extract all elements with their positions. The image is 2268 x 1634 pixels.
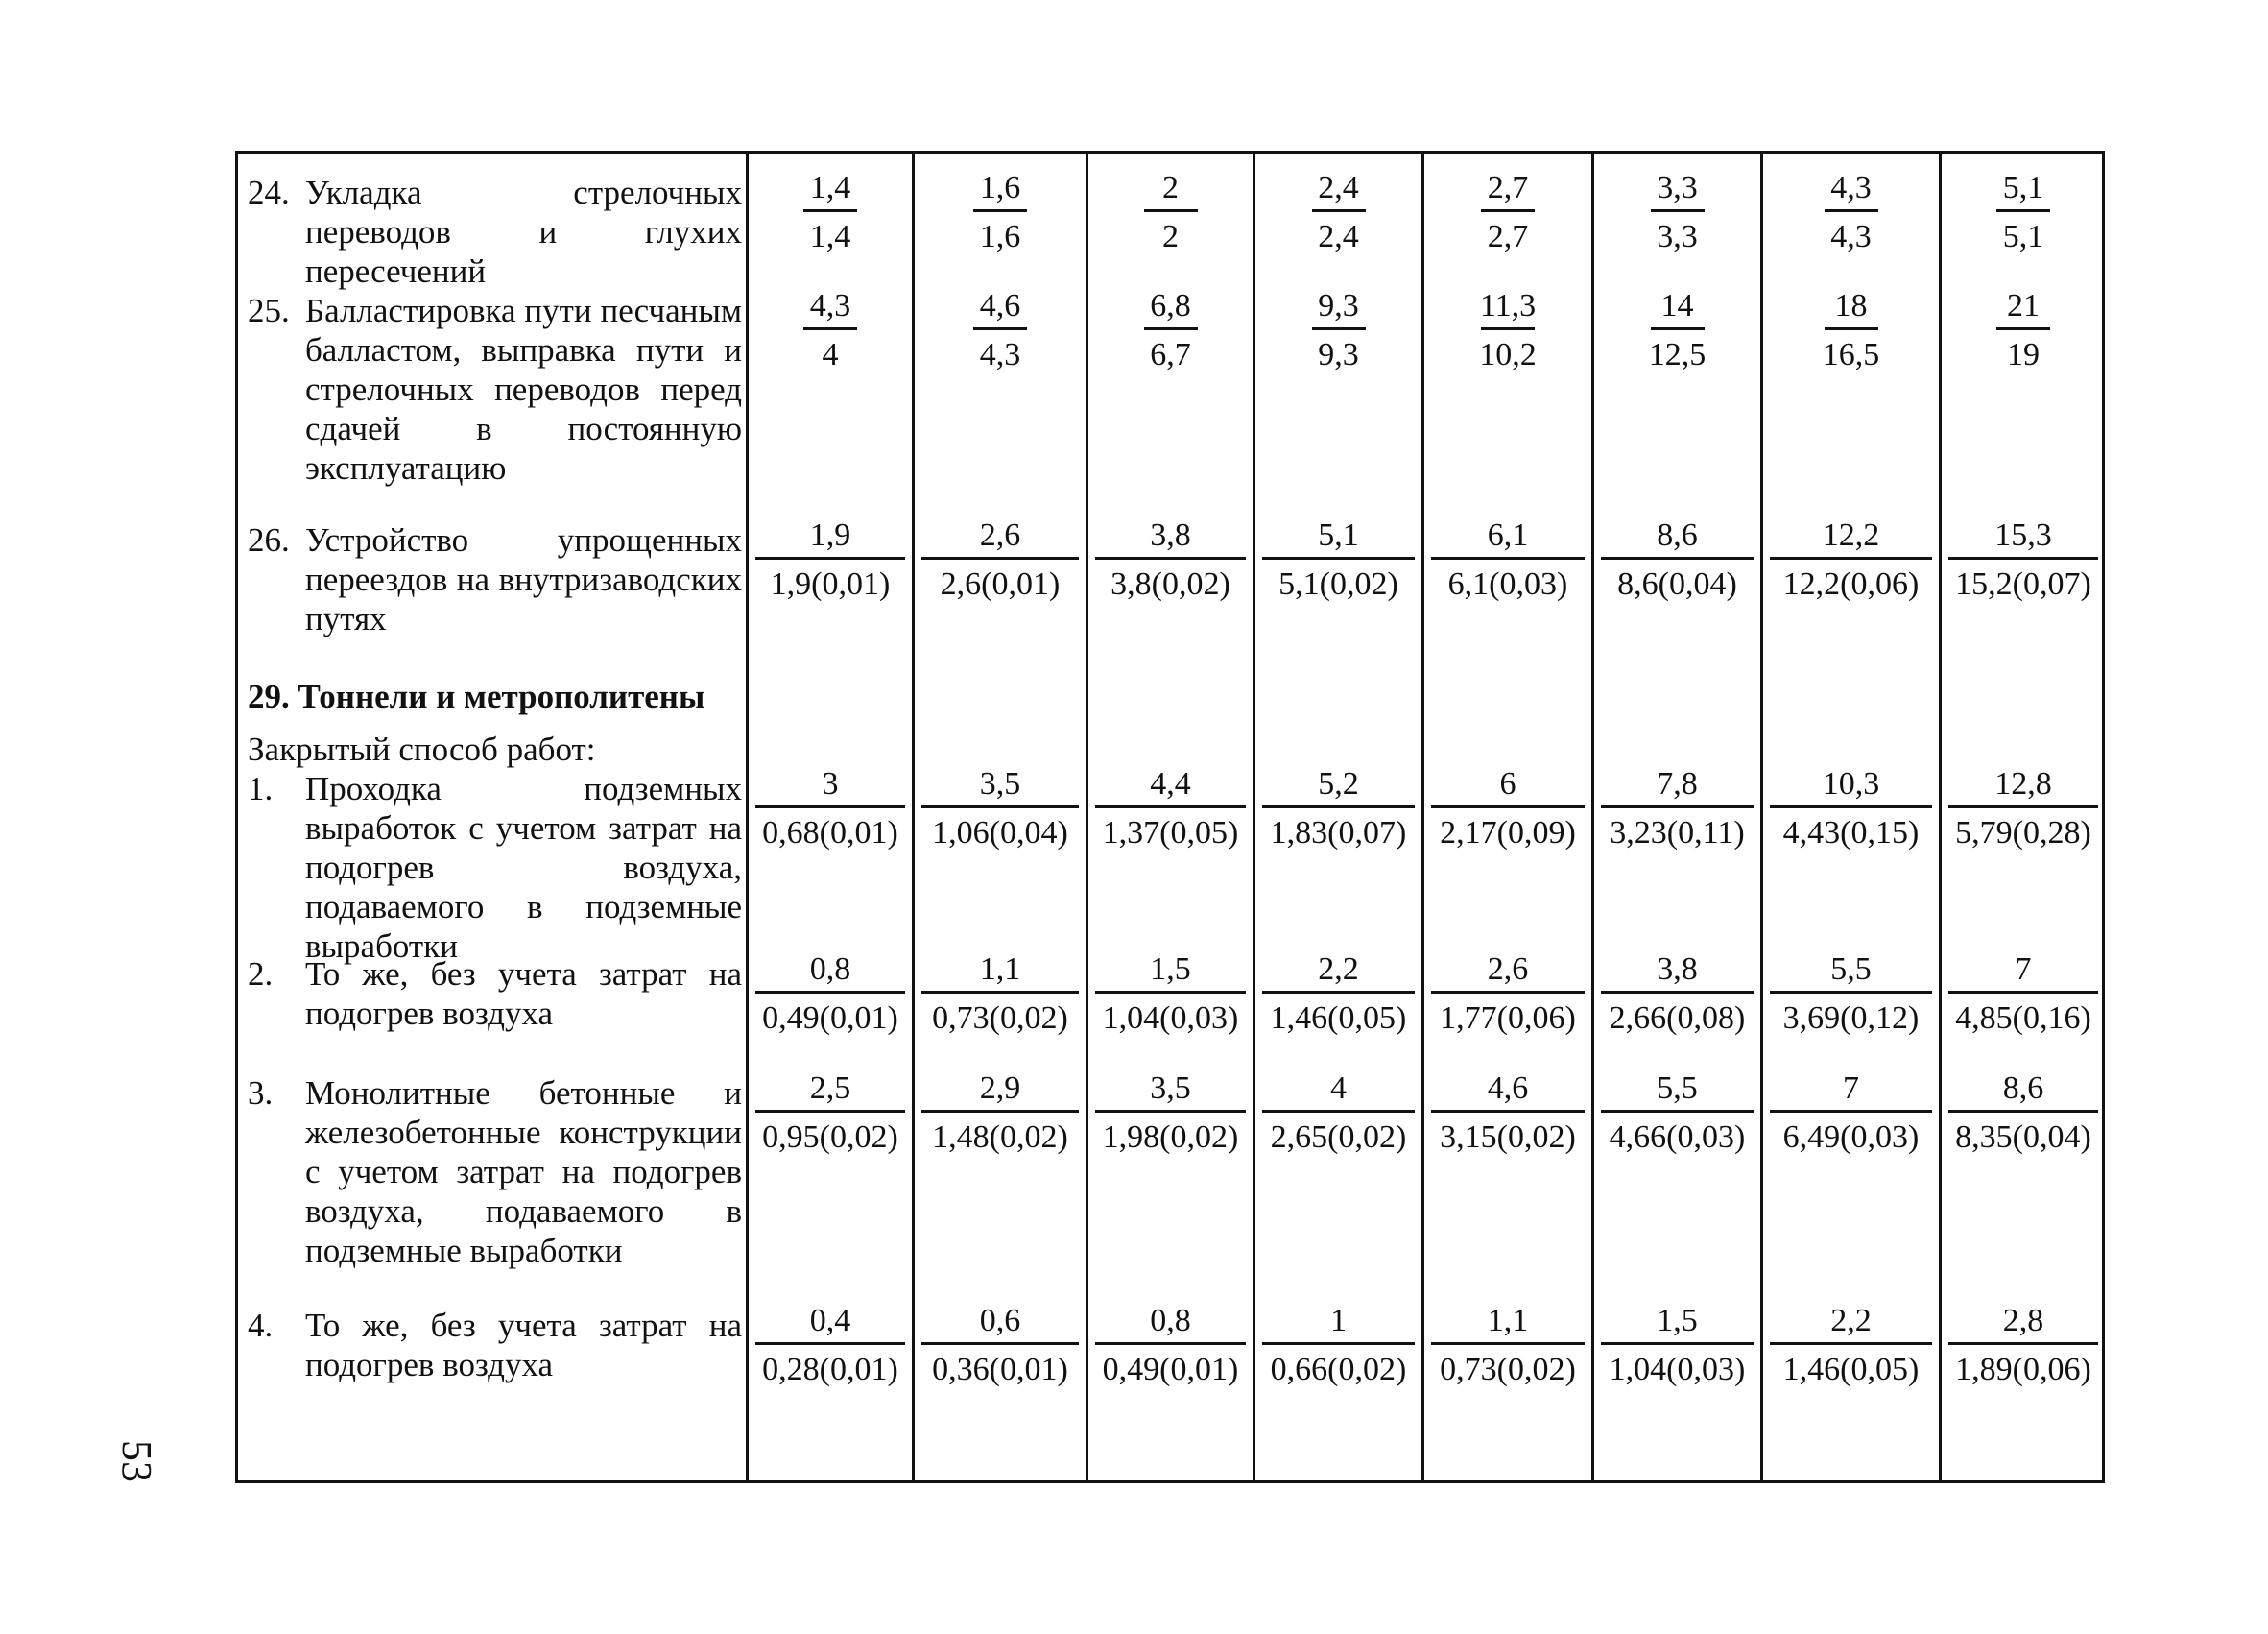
denominator-value: 10,2 [1479,337,1537,372]
numerator-value: 2,6 [1487,951,1529,987]
row-description [248,1306,742,1384]
row-text: Балластировка пути песчаным балластом, выправка пути и стрелочных переводов перед сдачей в постоянную эксплуатацию [305,292,742,487]
fraction-bar [755,1110,905,1113]
value-cell [1088,950,1253,1038]
fraction-bar [1770,991,1932,994]
numerator-value: 2,2 [1830,1303,1872,1338]
numerator-value: 4 [1330,1070,1347,1106]
fraction-bar [1431,557,1585,560]
value-cell [1942,1069,2105,1157]
denominator-value: 16,5 [1822,337,1880,372]
denominator-value: 0,49(0,01) [762,1000,898,1036]
numerator-value: 2,9 [979,1070,1021,1106]
value-cell [1424,765,1591,853]
denominator-value: 0,66(0,02) [1270,1352,1407,1387]
fraction-bar [921,805,1079,808]
denominator-value: 1,83(0,07) [1270,815,1407,851]
fraction-bar [921,1342,1079,1345]
value-cell [1763,287,1939,374]
value-cell [749,1069,912,1157]
section-heading: 29. Тоннели и метрополитены [248,678,705,715]
denominator-value: 0,36(0,01) [932,1352,1068,1387]
value-cell [1763,1069,1939,1157]
page-number: 53 [113,1440,160,1482]
numerator-value: 9,3 [1318,288,1359,324]
value-cell [1255,287,1421,374]
value-cell [1088,1069,1253,1157]
value-cell [1942,950,2105,1038]
numerator-value: 4,3 [809,288,851,324]
fraction-bar [1770,805,1932,808]
numerator-value: 1,1 [979,951,1021,987]
numerator-value: 12,2 [1822,517,1880,553]
value-cell [1255,1302,1421,1389]
denominator-value: 2,4 [1318,219,1359,254]
row-number: 25. [248,292,290,329]
numerator-value: 2,6 [979,517,1021,553]
numerator-value: 8,6 [2002,1070,2044,1106]
denominator-value: 8,6(0,04) [1617,566,1737,602]
numerator-value: 6,8 [1150,288,1191,324]
fraction-bar [1095,805,1246,808]
fraction-bar [1601,805,1754,808]
denominator-value: 6,49(0,03) [1782,1119,1920,1155]
value-cell [1763,1302,1939,1389]
denominator-value: 1,04(0,03) [1102,1000,1239,1036]
fraction-bar [1431,805,1585,808]
denominator-value: 3,15(0,02) [1440,1119,1576,1155]
fraction-bar [921,557,1079,560]
rates-table [235,151,2105,1483]
denominator-value: 2 [1162,219,1179,254]
numerator-value: 10,3 [1822,766,1880,802]
denominator-value: 0,28(0,01) [762,1352,898,1387]
row-number: 26. [248,521,290,559]
denominator-value: 1,37(0,05) [1102,815,1239,851]
value-cell [1088,1302,1253,1389]
denominator-value: 0,95(0,02) [762,1119,898,1155]
value-cell [915,1302,1086,1389]
value-cell [1424,950,1591,1038]
denominator-value: 12,5 [1648,337,1707,372]
numerator-value: 2,4 [1318,170,1359,205]
value-cell [749,1302,912,1389]
value-cell [1255,950,1421,1038]
fraction-bar [1601,557,1754,560]
fraction-bar [1262,991,1415,994]
numerator-value: 2 [1162,170,1179,205]
fraction-bar [1312,209,1366,212]
numerator-value: 2,8 [2002,1303,2044,1338]
value-cell [1088,169,1253,256]
value-cell [1763,765,1939,853]
row-text: Устройство упрощенных переездов на внутризаводских путях [305,521,742,637]
numerator-value: 0,8 [1150,1303,1191,1338]
value-cell [1942,287,2105,374]
fraction-bar [1481,209,1535,212]
fraction-bar [755,557,905,560]
denominator-value: 1,48(0,02) [932,1119,1068,1155]
fraction-bar [1262,1110,1415,1113]
fraction-bar [1481,327,1535,330]
row-description [248,1073,742,1270]
fraction-bar [921,1110,1079,1113]
fraction-bar [1948,557,2098,560]
fraction-bar [1948,1342,2098,1345]
value-cell [915,765,1086,853]
numerator-value: 5,1 [2002,170,2044,205]
denominator-value: 15,2(0,07) [1955,566,2091,602]
numerator-value: 15,3 [1994,517,2052,553]
fraction-bar [1431,991,1585,994]
fraction-bar [973,209,1027,212]
denominator-value: 1,46(0,05) [1270,1000,1407,1036]
numerator-value: 2,7 [1487,170,1529,205]
value-cell [1088,287,1253,374]
row-number: 1. [248,770,274,807]
denominator-value: 4 [822,337,839,372]
numerator-value: 12,8 [1994,766,2052,802]
fraction-bar [755,805,905,808]
value-cell [915,1069,1086,1157]
row-description [248,954,742,1033]
numerator-value: 5,1 [1318,517,1359,553]
value-cell [1942,1302,2105,1389]
row-text: Монолитные бетонные и железобетонные конструкции с учетом затрат на подогрев воздуха, подаваемого в подземные выработки [305,1074,742,1269]
denominator-value: 0,73(0,02) [1440,1352,1576,1387]
fraction-bar [803,209,857,212]
denominator-value: 1,9(0,01) [770,566,891,602]
value-cell [1763,950,1939,1038]
value-cell [1594,169,1760,256]
fraction-bar [1262,1342,1415,1345]
numerator-value: 7,8 [1657,766,1698,802]
value-cell [1424,1069,1591,1157]
value-cell [1942,169,2105,256]
row-number: 4. [248,1307,274,1344]
numerator-value: 1,9 [809,517,851,553]
value-cell [1763,517,1939,604]
fraction-bar [1262,557,1415,560]
denominator-value: 1,4 [809,219,851,254]
fraction-bar [803,327,857,330]
section-subheading: Закрытый способ работ: [248,731,596,768]
fraction-bar [1144,327,1198,330]
fraction-bar [1095,557,1246,560]
denominator-value: 4,3 [979,337,1021,372]
numerator-value: 11,3 [1479,288,1537,324]
value-cell [1255,765,1421,853]
value-cell [915,950,1086,1038]
fraction-bar [1996,327,2050,330]
value-cell [749,765,912,853]
numerator-value: 1,1 [1487,1303,1529,1338]
fraction-bar [1770,1342,1932,1345]
denominator-value: 3,8(0,02) [1110,566,1230,602]
denominator-value: 6,1(0,03) [1447,566,1568,602]
denominator-value: 0,68(0,01) [762,815,898,851]
fraction-bar [1095,1342,1246,1345]
denominator-value: 1,06(0,04) [932,815,1068,851]
row-text: Укладка стрелочных переводов и глухих пересечений [305,174,742,290]
row-number: 3. [248,1074,274,1112]
denominator-value: 19 [2007,337,2040,372]
numerator-value: 1,4 [809,170,851,205]
value-cell [1424,1302,1591,1389]
value-cell [915,517,1086,604]
value-cell [749,287,912,374]
fraction-bar [1770,557,1932,560]
numerator-value: 0,8 [809,951,851,987]
fraction-bar [1431,1110,1585,1113]
fraction-bar [755,1342,905,1345]
denominator-value: 4,3 [1830,219,1872,254]
fraction-bar [921,991,1079,994]
value-cell [1255,169,1421,256]
denominator-value: 9,3 [1318,337,1359,372]
fraction-bar [1948,991,2098,994]
fraction-bar [1770,1110,1932,1113]
numerator-value: 2,2 [1318,951,1359,987]
numerator-value: 1,6 [979,170,1021,205]
denominator-value: 1,6 [979,219,1021,254]
numerator-value: 6,1 [1487,517,1529,553]
value-cell [1088,765,1253,853]
denominator-value: 0,73(0,02) [932,1000,1068,1036]
fraction-bar [755,991,905,994]
fraction-bar [1825,209,1878,212]
numerator-value: 14 [1660,288,1694,324]
denominator-value: 1,89(0,06) [1955,1352,2091,1387]
value-cell [1088,517,1253,604]
fraction-bar [1948,805,2098,808]
numerator-value: 7 [1843,1070,1859,1106]
denominator-value: 4,43(0,15) [1782,815,1920,851]
value-cell [1255,517,1421,604]
fraction-bar [1144,209,1198,212]
denominator-value: 1,46(0,05) [1782,1352,1920,1387]
numerator-value: 4,3 [1830,170,1872,205]
numerator-value: 3 [822,766,839,802]
value-cell [1594,1302,1760,1389]
numerator-value: 5,5 [1830,951,1872,987]
fraction-bar [1825,327,1878,330]
numerator-value: 4,6 [979,288,1021,324]
value-cell [1942,765,2105,853]
row-description [248,291,742,488]
numerator-value: 3,8 [1657,951,1698,987]
value-cell [749,169,912,256]
value-cell [1594,950,1760,1038]
fraction-bar [1651,327,1705,330]
value-cell [749,517,912,604]
denominator-value: 3,69(0,12) [1782,1000,1920,1036]
value-cell [1942,517,2105,604]
numerator-value: 8,6 [1657,517,1698,553]
fraction-bar [1601,991,1754,994]
value-cell [1424,169,1591,256]
denominator-value: 2,17(0,09) [1440,815,1576,851]
fraction-bar [1601,1342,1754,1345]
fraction-bar [1431,1342,1585,1345]
denominator-value: 0,49(0,01) [1102,1352,1239,1387]
denominator-value: 1,04(0,03) [1609,1352,1746,1387]
numerator-value: 5,2 [1318,766,1359,802]
fraction-bar [1095,991,1246,994]
numerator-value: 1 [1330,1303,1347,1338]
row-text: То же, без учета затрат на подогрев воздуха [305,1307,742,1383]
denominator-value: 2,6(0,01) [940,566,1061,602]
row-description [248,520,742,638]
value-cell [1255,1069,1421,1157]
numerator-value: 3,3 [1657,170,1698,205]
fraction-bar [973,327,1027,330]
numerator-value: 2,5 [809,1070,851,1106]
value-cell [1424,287,1591,374]
numerator-value: 7 [2015,951,2032,987]
denominator-value: 2,7 [1487,219,1529,254]
row-number: 2. [248,955,274,993]
denominator-value: 1,77(0,06) [1440,1000,1576,1036]
denominator-value: 5,1 [2002,219,2044,254]
numerator-value: 3,5 [979,766,1021,802]
denominator-value: 5,79(0,28) [1955,815,2091,851]
denominator-value: 4,66(0,03) [1609,1119,1746,1155]
row-number: 24. [248,174,290,211]
fraction-bar [1262,805,1415,808]
row-text: Проходка подземных выработок с учетом затрат на подогрев воздуха, подаваемого в подземные выработки [305,770,742,965]
value-cell [1763,169,1939,256]
numerator-value: 3,5 [1150,1070,1191,1106]
numerator-value: 6 [1499,766,1516,802]
fraction-bar [1312,327,1366,330]
numerator-value: 1,5 [1150,951,1191,987]
numerator-value: 21 [2007,288,2040,324]
value-cell [1594,287,1760,374]
denominator-value: 4,85(0,16) [1955,1000,2091,1036]
value-cell [915,287,1086,374]
denominator-value: 3,3 [1657,219,1698,254]
value-cell [1424,517,1591,604]
value-cell [1594,1069,1760,1157]
row-description [248,173,742,291]
numerator-value: 4,4 [1150,766,1191,802]
numerator-value: 0,6 [979,1303,1021,1338]
row-text: То же, без учета затрат на подогрев воздуха [305,955,742,1032]
numerator-value: 0,4 [809,1303,851,1338]
value-cell [1594,765,1760,853]
numerator-value: 5,5 [1657,1070,1698,1106]
denominator-value: 3,23(0,11) [1610,815,1745,851]
denominator-value: 12,2(0,06) [1782,566,1920,602]
numerator-value: 3,8 [1150,517,1191,553]
fraction-bar [1948,1110,2098,1113]
denominator-value: 5,1(0,02) [1278,566,1398,602]
denominator-value: 2,65(0,02) [1270,1119,1407,1155]
fraction-bar [1651,209,1705,212]
value-cell [915,169,1086,256]
denominator-value: 6,7 [1150,337,1191,372]
fraction-bar [1601,1110,1754,1113]
row-description [248,769,742,966]
numerator-value: 18 [1834,288,1868,324]
denominator-value: 1,98(0,02) [1102,1119,1239,1155]
numerator-value: 1,5 [1657,1303,1698,1338]
denominator-value: 8,35(0,04) [1955,1119,2091,1155]
value-cell [1594,517,1760,604]
fraction-bar [1996,209,2050,212]
numerator-value: 4,6 [1487,1070,1529,1106]
denominator-value: 2,66(0,08) [1609,1000,1746,1036]
fraction-bar [1095,1110,1246,1113]
value-cell [749,950,912,1038]
